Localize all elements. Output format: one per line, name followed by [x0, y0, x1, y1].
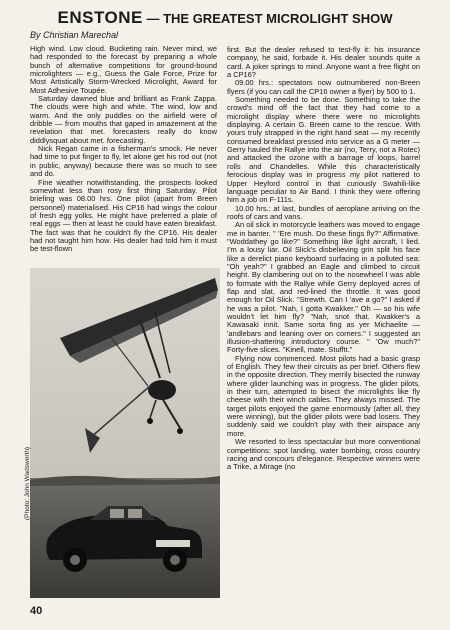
paragraph: We resorted to less spectacular but more conventional competitions: spot landing, water bombing, cross country racing and concours d'elegance. Respective winners were a Trike, a Mirage (no	[227, 437, 420, 472]
page-number: 40	[30, 605, 43, 617]
paragraph: High wind. Low cloud. Bucketing rain. Never mind, we had responded to the forecast by preparing a whole bunch of alternative competitions for ground-bound microlighters — e.g., Guess the Gale Force, Prize for Most Artistically Storm-Wrecked Microlight, Award for Most Adhesive Toupée.	[30, 44, 217, 95]
byline: By Christian Marechal	[30, 30, 119, 40]
fuselage-shape	[148, 380, 176, 400]
paragraph: Saturday dawned blue and brilliant as Frank Zappa. The clouds were high and white. The wind, low and warm. And the only puddles on the airfield were of dribble — from mouths that gaped in amazement at the revelation that met. forecasters really do know diddlysquat about met. forecasting.	[30, 94, 217, 145]
article-title-main: ENSTONE	[57, 8, 143, 27]
paragraph: Flying now commenced. Most pilots had a basic grasp of English. They few their circuits as per brief. Others flew in the opposite direction. They merrily bisected the runway where glider launching was in progress. The glider pilots, in their turn, attempted to bisect the microlights like fly cheese with their winch cables. They always missed. The target pilots enjoyed the game enormously (after all, they were winning), but the glider pilots were bad losers. They suddenly said we couldn't play with their airspace any more.	[227, 353, 420, 438]
article-title-sub: — THE GREATEST MICROLIGHT SHOW	[142, 11, 393, 26]
left-column	[30, 45, 217, 254]
paragraph: 09.00 hrs.: spectators now outnumbered non-Breen flyers (if you can call the CP16 owner a flyer) by 500 to 1.	[227, 78, 420, 96]
photo-microlight-and-car	[30, 268, 220, 598]
paragraph: An oil slick in motorcycle leathers was moved to engage me in banter. " 'Ere mush. Do these fings fly?" Affirmative. "Woddathey go like?" Something like light aircraft, I lied. I'm a lousy liar. Oil Slick's disbelieving grin split his face like a derelict piano keyboard surfacing in a polluted sea: "Oh yeah?" I grabbed an Eagle and climbed to circuit height. By clambering out on to the nosewheel I was able to formate with the Rallye while Gerry deployed acres of flap and slat, and red-lined the throttle. It was good enough for Oil Slick. "Strewth. Can I 'ave a go?" I asked if he was a pilot. "Nah, I gotta Kwakker." Oh — so his wife wouldn't let him fly? "Nah, snot that. Kwakker's a Kawasaki innit. Same sorta fing as yer Michaelite — 'andlebars and leaning over on corners." I suggested an illusion-shattering introductory course. " 'Ow much?" Forty-five slices. "Kinell, mate. Stufftt."	[227, 220, 420, 355]
paragraph: Fine weather notwithstanding, the prospects looked somewhat less than rosy first thing Saturday. Pilot briefing was 08.00 hrs. One pilot (apart from Breen personnel) materialised. His CP16 had wings the colour of fresh egg yolks. He might have preferred a plate of real eggs — then at least he could have eaten breakfast. The fact was that he couldn't fly the CP16. His dealer had not taught him how. His dealer had told him it must be test-flown	[30, 177, 217, 254]
paragraph: first. But the dealer refused to test-fly it: his insurance company, he said, forbade it. His dealer sounds quite a card. A joker springs to mind. Anyone want a free flight on a CP16?	[227, 45, 420, 80]
photo-credit: (Photo: John Wadsworth)	[24, 446, 31, 520]
paragraph: Something needed to be done. Something to take the crowd's mind off the fact that they had come to a microlight display where there were no microlights displaying. A certain G. Breen came to the rescue. With yours truly strapped in the right hand seat — my recently consumed breakfast pressed into service as a G meter — Gerry hauled the Rallye into the air (no, Terry, not a Rotec) and attacked the ozone with a barrage of loops, barrel rolls and Chandelles. While this characteristically ferocious display was in progress my pilot nattered to Upper Heyford control in that curiously Swahili-like language peculiar to Air Band. I think they were offering him a job on F-111s.	[227, 95, 420, 205]
paragraph: Nick Regan came in a fisherman's smock. He never had time to put finger to fly, let alone get his rod out (not in public, anyway) because there was so much to see and do.	[30, 144, 217, 179]
paragraph: 10.00 hrs.: at last, bundles of aeroplane arriving on the roofs of cars and vans.	[227, 203, 420, 221]
photo-illustration	[30, 268, 220, 598]
right-column	[227, 46, 420, 472]
article-title	[0, 8, 450, 29]
